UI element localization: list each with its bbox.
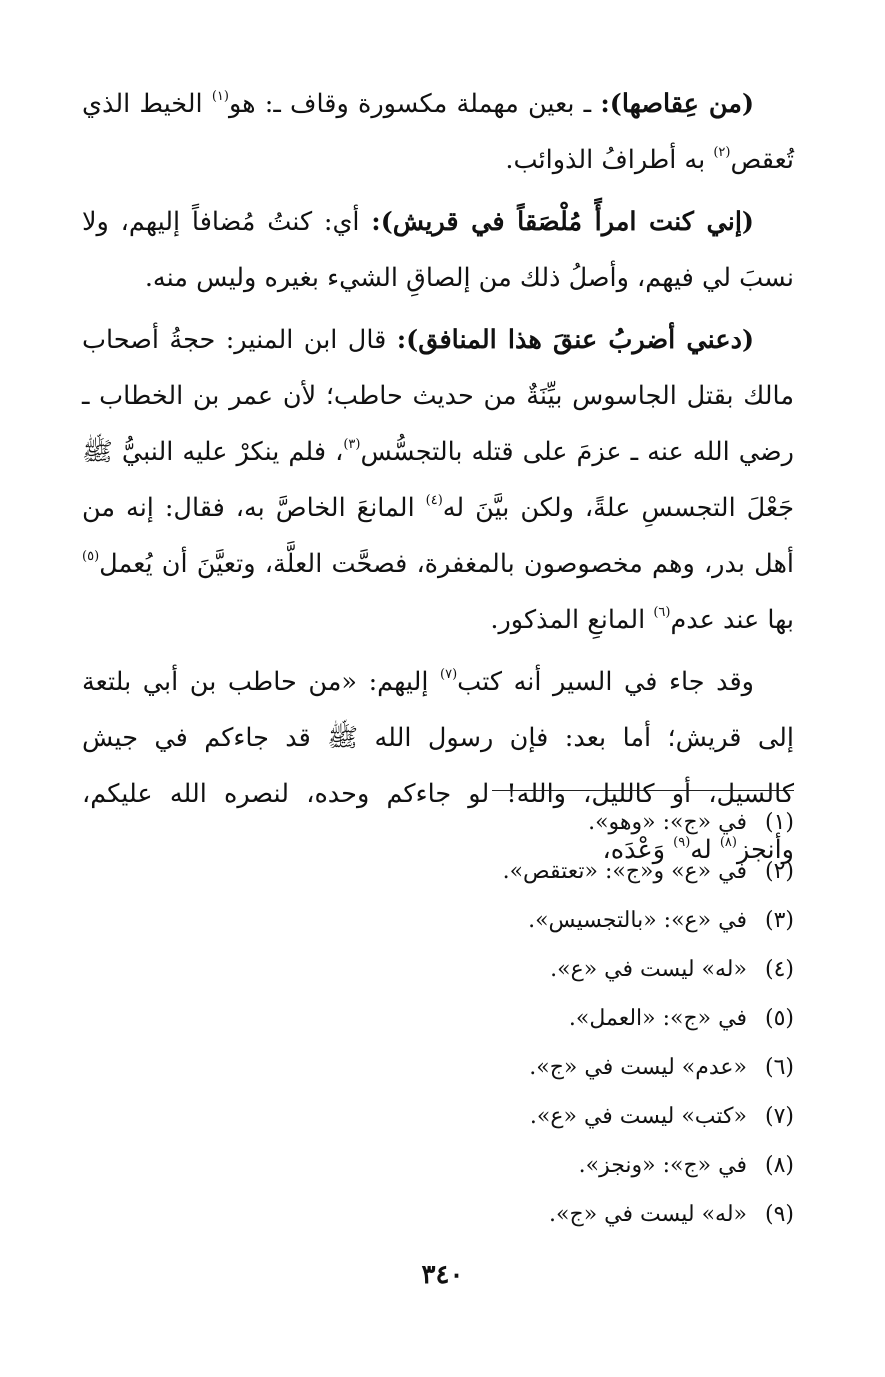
paragraph-2 [82, 194, 794, 306]
footnote-number: (٩) [764, 1202, 794, 1227]
paragraph-text: المانعِ المذكور. [490, 605, 654, 635]
paragraph-text: له [690, 835, 720, 865]
footnote-marker[interactable]: (٦) [653, 605, 671, 620]
footnote-number: (٦) [764, 1055, 794, 1080]
paragraph-text: قال ابن المنير: حجةُ أصحاب مالك بقتل الجاسوس بيِّنَةٌ من حديث حاطب؛ لأن عمر بن الخطاب ـ رضي الله عنه ـ عزمَ على قتله بالتجسُّس [82, 325, 795, 467]
footnote-item [154, 1100, 794, 1149]
footnote-number: (٤) [764, 957, 794, 982]
footnote-text: «عدم» ليست في «ج». [529, 1055, 747, 1080]
footnote-item [154, 1051, 794, 1100]
footnote-text: في «ع»: «بالتجسيس». [528, 908, 747, 933]
paragraph-text: وقد جاء في السير أنه كتب [457, 667, 754, 697]
footnote-item [154, 1002, 794, 1051]
paragraph-1 [82, 76, 794, 188]
footnote-marker[interactable]: (٤) [425, 493, 443, 508]
page-number: ٣٤٠ [421, 1260, 464, 1290]
paragraph-text: الخيط الذي تُعقص [82, 89, 794, 175]
footnote-item [154, 1198, 794, 1247]
footnotes-list [154, 806, 794, 1247]
footnote-number: (٣) [764, 908, 794, 933]
footnote-marker[interactable]: (٨) [719, 835, 737, 850]
footnote-marker[interactable]: (٩) [673, 835, 691, 850]
footnote-text: «له» ليست في «ع». [550, 957, 747, 982]
footnote-marker[interactable]: (٧) [440, 667, 458, 682]
paragraph-text: ـ بعين مهملة مكسورة وقاف ـ: هو [228, 89, 601, 119]
paragraph-text: أي: كنتُ مُضافاً إليهم، ولا نسبَ لي فيهم، وأصلُ ذلك من إلصاقِ الشيء بغيره وليس منه. [82, 207, 794, 293]
footnote-text: في «ج»: «العمل». [568, 1006, 747, 1031]
footnote-number: (٧) [764, 1104, 794, 1129]
footnote-text: «له» ليست في «ج». [549, 1202, 747, 1227]
paragraph-text: به أطرافُ الذوائب. [505, 145, 714, 175]
paragraph-text: إليهم: «من حاطب بن أبي بلتعة إلى قريش؛ أما بعد: فإن رسول الله ﷺ قد جاءكم في جيش كالسيل، أو كالليل، والله! لو جاءكم وحده، لنصره الله عليكم، وأنجز [82, 667, 794, 865]
footnote-marker[interactable]: (٢) [713, 145, 731, 160]
paragraph-text: المانعَ الخاصَّ به، فقال: إنه من أهل بدر، وهم مخصوصون بالمغفرة، فصحَّت العلَّة، وتعيَّنَ أن يُعمل [82, 493, 794, 579]
commentary-lemma: (إني كنت امرأً مُلْصَقاً في قريش): [371, 207, 754, 237]
footnote-item [154, 806, 794, 855]
paragraph-text: وَعْدَه، [602, 835, 674, 865]
footnote-item [154, 855, 794, 904]
footnote-item [154, 904, 794, 953]
footnote-marker[interactable]: (٣) [343, 437, 361, 452]
footnote-number: (٨) [764, 1153, 794, 1178]
footnote-text: في «ع» و«ج»: «تعتقص». [502, 859, 747, 884]
main-text [82, 76, 794, 884]
footnote-number: (٢) [764, 859, 794, 884]
footnote-item [154, 953, 794, 1002]
footnote-marker[interactable]: (١) [211, 89, 229, 104]
footnote-text: «كتب» ليست في «ع». [529, 1104, 747, 1129]
footnote-number: (١) [764, 810, 794, 835]
footnote-number: (٥) [764, 1006, 794, 1031]
footnote-separator [492, 790, 794, 791]
footnote-item [154, 1149, 794, 1198]
commentary-lemma: (من عِقاصها): [600, 89, 755, 119]
commentary-lemma: (دعني أضربُ عنقَ هذا المنافق): [396, 325, 755, 355]
paragraph-text: ، فلم ينكرْ عليه النبيُّ ﷺ جَعْلَ التجسسِ علةً، ولكن بيَّنَ له [82, 437, 794, 523]
footnote-marker[interactable]: (٥) [82, 549, 100, 564]
footnote-text: في «ج»: «ونجز». [578, 1153, 747, 1178]
paragraph-3 [82, 312, 794, 648]
footnote-text: في «ج»: «وهو». [588, 810, 747, 835]
paragraph-text: بها عند عدم [670, 605, 794, 635]
